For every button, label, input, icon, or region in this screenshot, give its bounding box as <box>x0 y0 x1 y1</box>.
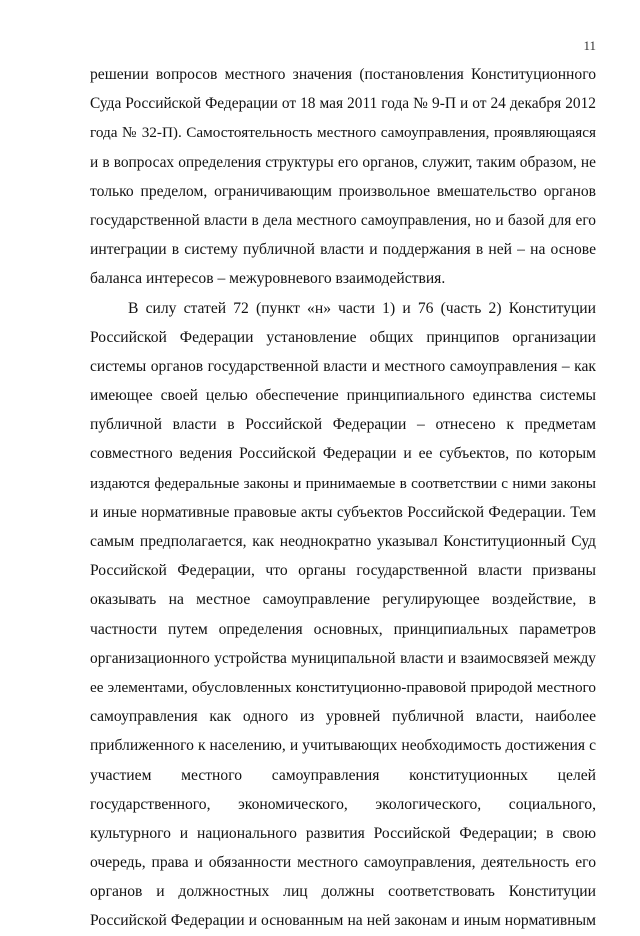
page-number: 11 <box>583 38 596 53</box>
text-line: имеющее своей целью обеспечение принципиального единства системы <box>90 387 596 405</box>
text-line: участием местного самоуправления конституционных целей <box>90 766 596 784</box>
text-line: года № 32-П). Самостоятельность местного самоуправления, проявляющаяся <box>90 124 596 142</box>
text-line: решении вопросов местного значения (постановления Конституционного <box>90 66 596 83</box>
text-line: совместного ведения Российской Федерации и ее субъектов, по которым <box>90 445 596 463</box>
text-line: интеграции в систему публичной власти и поддержания в ней – на основе <box>90 241 596 259</box>
text-line: органов и должностных лиц должны соответствовать Конституции <box>90 883 596 901</box>
text-line: публичной власти в Российской Федерации – отнесено к предметам <box>90 416 596 434</box>
text-line: государственной власти в дела местного самоуправления, но и базой для его <box>90 211 596 229</box>
text-line: самым предполагается, как неоднократно указывал Конституционный Суд <box>90 533 596 550</box>
document-body <box>90 60 596 936</box>
text-line: и в вопросах определения структуры его органов, служит, таким образом, не <box>90 153 596 171</box>
text-line: системы органов государственной власти и местного самоуправления – как <box>90 357 596 375</box>
text-line: самоуправления как одного из уровней публичной власти, наиболее <box>90 708 596 726</box>
text-line: и иные нормативные правовые акты субъектов Российской Федерации. Тем <box>90 503 596 521</box>
text-line: только пределом, ограничивающим произвольное вмешательство органов <box>90 182 596 200</box>
text-line: частности путем определения основных, принципиальных параметров <box>90 620 596 638</box>
text-line: баланса интересов – межуровневого взаимодействия. <box>90 270 446 288</box>
text-line: государственного, экономического, экологического, социального, <box>90 795 596 813</box>
paragraph-2 <box>90 294 596 936</box>
text-line: приближенного к населению, и учитывающих необходимость достижения с <box>90 737 596 755</box>
text-line: очередь, права и обязанности местного самоуправления, деятельность его <box>90 854 596 872</box>
paragraph-1 <box>90 60 596 294</box>
text-line: издаются федеральные законы и принимаемые в соответствии с ними законы <box>90 474 596 492</box>
text-line: культурного и национального развития Российской Федерации; в свою <box>90 824 596 842</box>
text-line: Суда Российской Федерации от 18 мая 2011 года № 9-П и от 24 декабря 2012 <box>90 95 596 113</box>
text-line: ее элементами, обусловленных конституционно-правовой природой местного <box>90 678 596 696</box>
text-line: Российской Федерации, что органы государственной власти призваны <box>90 562 596 580</box>
text-line: организационного устройства муниципальной власти и взаимосвязей между <box>90 649 596 667</box>
text-line: Российской Федерации и основанным на ней законам и иным нормативным <box>90 912 596 930</box>
text-line: Российской Федерации установление общих принципов организации <box>90 328 596 346</box>
text-line: оказывать на местное самоуправление регулирующее воздействие, в <box>90 591 596 609</box>
text-line: В силу статей 72 (пункт «н» части 1) и 76 (часть 2) Конституции <box>128 299 596 317</box>
